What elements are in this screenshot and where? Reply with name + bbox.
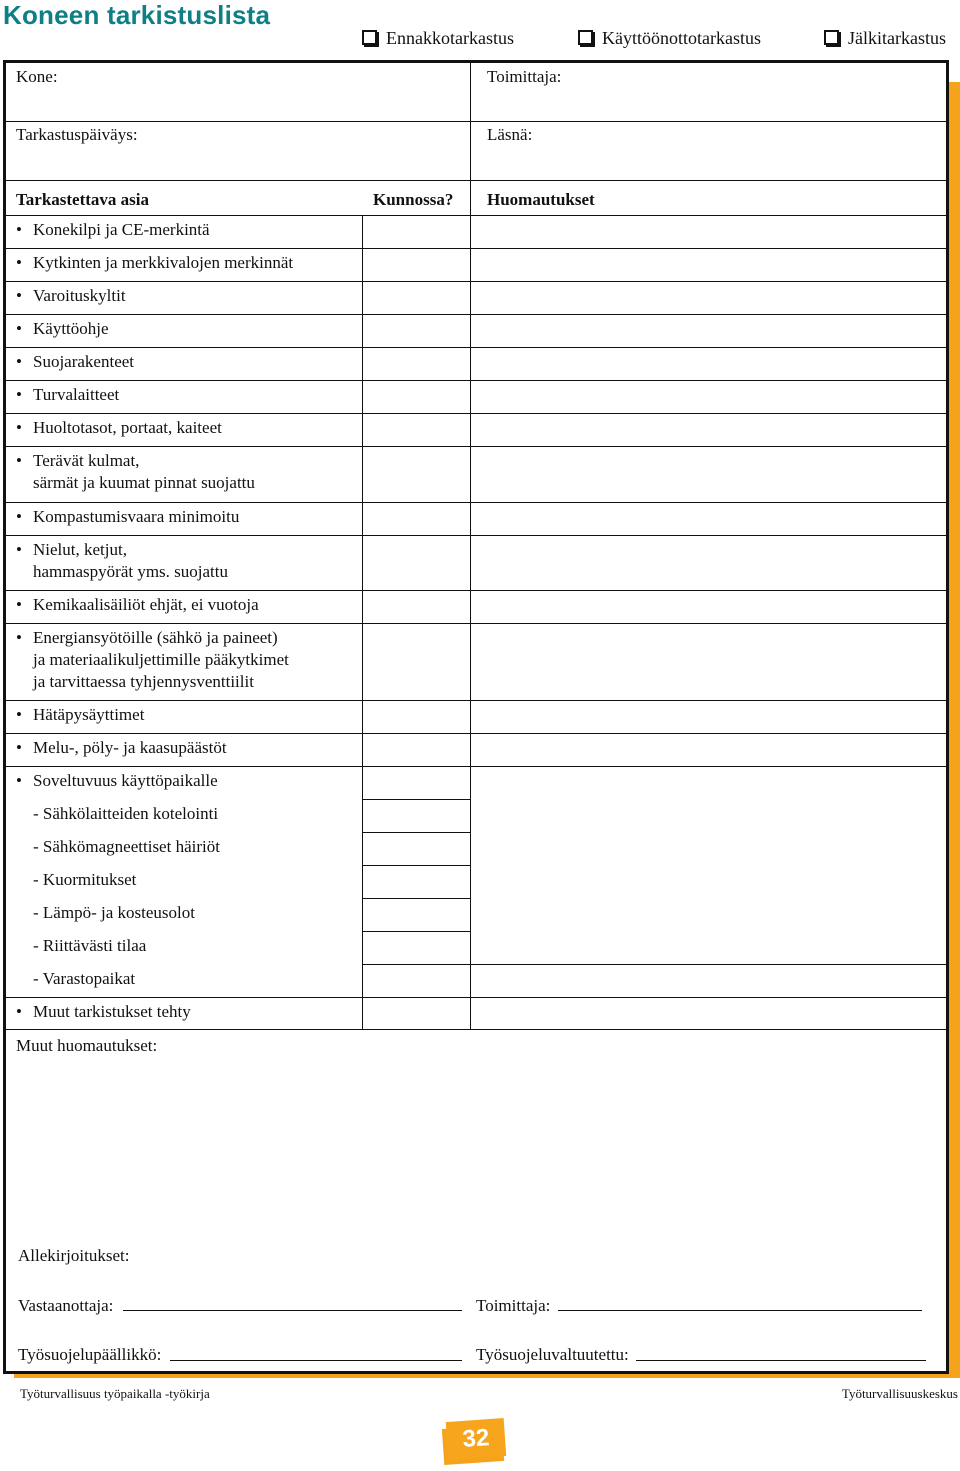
remarks-cell[interactable] <box>472 701 944 732</box>
remarks-cell[interactable] <box>472 800 944 831</box>
present-label: Läsnä: <box>487 125 533 144</box>
safety-manager-signature-line[interactable] <box>170 1360 462 1361</box>
bullet-icon: • <box>16 352 22 371</box>
option-commissioning-inspection[interactable] <box>578 28 761 49</box>
checklist-item-label: Turvalaitteet <box>33 385 120 404</box>
option-label: Käyttöönottotarkastus <box>602 28 761 48</box>
bullet-icon: • <box>16 418 22 437</box>
bullet-icon: • <box>16 771 22 790</box>
column-header-remarks: Huomautukset <box>487 190 595 209</box>
bullet-icon: • <box>16 220 22 239</box>
checklist-item-label: Kytkinten ja merkkivalojen merkinnät <box>33 253 294 272</box>
remarks-cell[interactable] <box>472 249 944 280</box>
remarks-cell[interactable] <box>472 503 944 534</box>
remarks-cell[interactable] <box>472 414 944 445</box>
checklist-item-label: Kompastumisvaara minimoitu <box>33 507 240 526</box>
bullet-icon: • <box>16 507 22 526</box>
ok-cell[interactable] <box>364 965 468 996</box>
remarks-cell[interactable] <box>472 833 944 864</box>
ok-cell[interactable] <box>364 624 468 699</box>
remarks-cell[interactable] <box>472 348 944 379</box>
page-number: 32 <box>446 1418 507 1460</box>
other-notes-label: Muut huomautukset: <box>16 1036 158 1055</box>
safety-rep-signature-line[interactable] <box>636 1360 926 1361</box>
remarks-cell[interactable] <box>472 536 944 589</box>
ok-cell[interactable] <box>364 503 468 534</box>
checkbox-icon[interactable] <box>362 30 377 45</box>
grid-line <box>6 1029 946 1030</box>
ok-cell[interactable] <box>364 282 468 313</box>
option-post-inspection[interactable] <box>824 28 946 49</box>
receiver-signature-line[interactable] <box>123 1310 462 1311</box>
checklist-form <box>3 60 949 1374</box>
ok-cell[interactable] <box>364 447 468 501</box>
grid-line <box>6 121 946 122</box>
ok-cell[interactable] <box>364 536 468 589</box>
ok-cell[interactable] <box>364 216 468 247</box>
ok-cell[interactable] <box>364 932 468 963</box>
supplier-signature-line[interactable] <box>558 1310 922 1311</box>
checklist-item-label: - Sähkömagneettiset häiriöt <box>33 837 220 856</box>
checkbox-icon[interactable] <box>578 30 593 45</box>
document-title: Koneen tarkistuslista <box>3 0 271 30</box>
ok-cell[interactable] <box>364 249 468 280</box>
checklist-item-label: Soveltuvuus käyttöpaikalle <box>33 771 218 790</box>
checklist-item-label: Varoituskyltit <box>33 286 126 305</box>
remarks-cell[interactable] <box>472 734 944 765</box>
ok-cell[interactable] <box>364 414 468 445</box>
checklist-item-label: Melu-, pöly- ja kaasupäästöt <box>33 738 227 757</box>
ok-cell[interactable] <box>364 734 468 765</box>
checklist-item-label: Käyttöohje <box>33 319 109 338</box>
grid-line <box>470 180 471 1029</box>
ok-cell[interactable] <box>364 899 468 930</box>
ok-cell[interactable] <box>364 800 468 831</box>
remarks-cell[interactable] <box>472 447 944 501</box>
bullet-icon: • <box>16 595 22 614</box>
ok-cell[interactable] <box>364 381 468 412</box>
checklist-item-label: Hätäpysäyttimet <box>33 705 145 724</box>
remarks-cell[interactable] <box>472 381 944 412</box>
checklist-item-label: ja tarvittaessa tyhjennysventtiilit <box>33 672 254 691</box>
remarks-cell[interactable] <box>472 899 944 930</box>
remarks-cell[interactable] <box>472 932 944 963</box>
ok-cell[interactable] <box>364 833 468 864</box>
ok-cell[interactable] <box>364 767 468 798</box>
bullet-icon: • <box>16 385 22 404</box>
checklist-item-label: hammaspyörät yms. suojattu <box>33 562 229 581</box>
checklist-item-label: - Kuormitukset <box>33 870 137 889</box>
remarks-cell[interactable] <box>472 866 944 897</box>
checklist-item-label: - Varastopaikat <box>33 969 136 988</box>
ok-cell[interactable] <box>364 315 468 346</box>
safety-rep-label: Työsuojeluvaltuutettu: <box>476 1345 629 1364</box>
grid-line <box>470 63 471 180</box>
date-label: Tarkastuspäiväys: <box>16 125 138 144</box>
remarks-cell[interactable] <box>472 315 944 346</box>
bullet-icon: • <box>16 705 22 724</box>
supplier-label: Toimittaja: <box>487 67 562 86</box>
bullet-icon: • <box>16 540 22 559</box>
column-header-ok: Kunnossa? <box>373 190 454 209</box>
checklist-item-label: särmät ja kuumat pinnat suojattu <box>33 473 255 492</box>
bullet-icon: • <box>16 286 22 305</box>
ok-cell[interactable] <box>364 866 468 897</box>
remarks-cell[interactable] <box>472 591 944 622</box>
safety-manager-label: Työsuojelupäällikkö: <box>18 1345 162 1364</box>
remarks-cell[interactable] <box>472 216 944 247</box>
bullet-icon: • <box>16 451 22 470</box>
checklist-item-label: - Lämpö- ja kosteusolot <box>33 903 195 922</box>
checklist-item-label: Huoltotasot, portaat, kaiteet <box>33 418 222 437</box>
column-header-item: Tarkastettava asia <box>16 190 150 209</box>
option-label: Ennakkotarkastus <box>386 28 514 48</box>
checklist-item-label: - Riittävästi tilaa <box>33 936 147 955</box>
supplier-sign-label: Toimittaja: <box>476 1296 551 1315</box>
checklist-item-label: Terävät kulmat, <box>33 451 140 470</box>
grid-line <box>362 215 363 1029</box>
checklist-item-label: Konekilpi ja CE-merkintä <box>33 220 210 239</box>
remarks-cell[interactable] <box>472 282 944 313</box>
footer-left: Työturvallisuus työpaikalla -työkirja <box>20 1386 210 1401</box>
remarks-cell[interactable] <box>472 767 944 798</box>
checklist-item-label: - Sähkölaitteiden kotelointi <box>33 804 219 823</box>
machine-label: Kone: <box>16 67 58 86</box>
option-pre-inspection[interactable] <box>362 28 514 49</box>
remarks-cell[interactable] <box>472 624 944 699</box>
bullet-icon: • <box>16 738 22 757</box>
checklist-item-label: Muut tarkistukset tehty <box>33 1002 191 1021</box>
grid-line <box>6 180 946 181</box>
bullet-icon: • <box>16 1002 22 1021</box>
bullet-icon: • <box>16 253 22 272</box>
receiver-label: Vastaanottaja: <box>18 1296 114 1315</box>
checklist-item-label: Energiansyötöille (sähkö ja paineet) <box>33 628 278 647</box>
ok-cell[interactable] <box>364 348 468 379</box>
footer-right: Työturvallisuuskeskus <box>841 1386 958 1401</box>
ok-cell[interactable] <box>364 701 468 732</box>
remarks-cell[interactable] <box>472 998 944 1028</box>
checkbox-icon[interactable] <box>824 30 839 45</box>
bullet-icon: • <box>16 628 22 647</box>
signatures-heading: Allekirjoitukset: <box>18 1246 130 1265</box>
checklist-item-label: Nielut, ketjut, <box>33 540 127 559</box>
bullet-icon: • <box>16 319 22 338</box>
option-label: Jälkitarkastus <box>848 28 946 48</box>
remarks-cell[interactable] <box>472 965 944 996</box>
checklist-item-label: Suojarakenteet <box>33 352 135 371</box>
inspection-type-options <box>0 28 960 52</box>
ok-cell[interactable] <box>364 591 468 622</box>
ok-cell[interactable] <box>364 998 468 1028</box>
checklist-item-label: Kemikaalisäiliöt ehjät, ei vuotoja <box>33 595 259 614</box>
checklist-item-label: ja materiaalikuljettimille pääkytkimet <box>33 650 289 669</box>
